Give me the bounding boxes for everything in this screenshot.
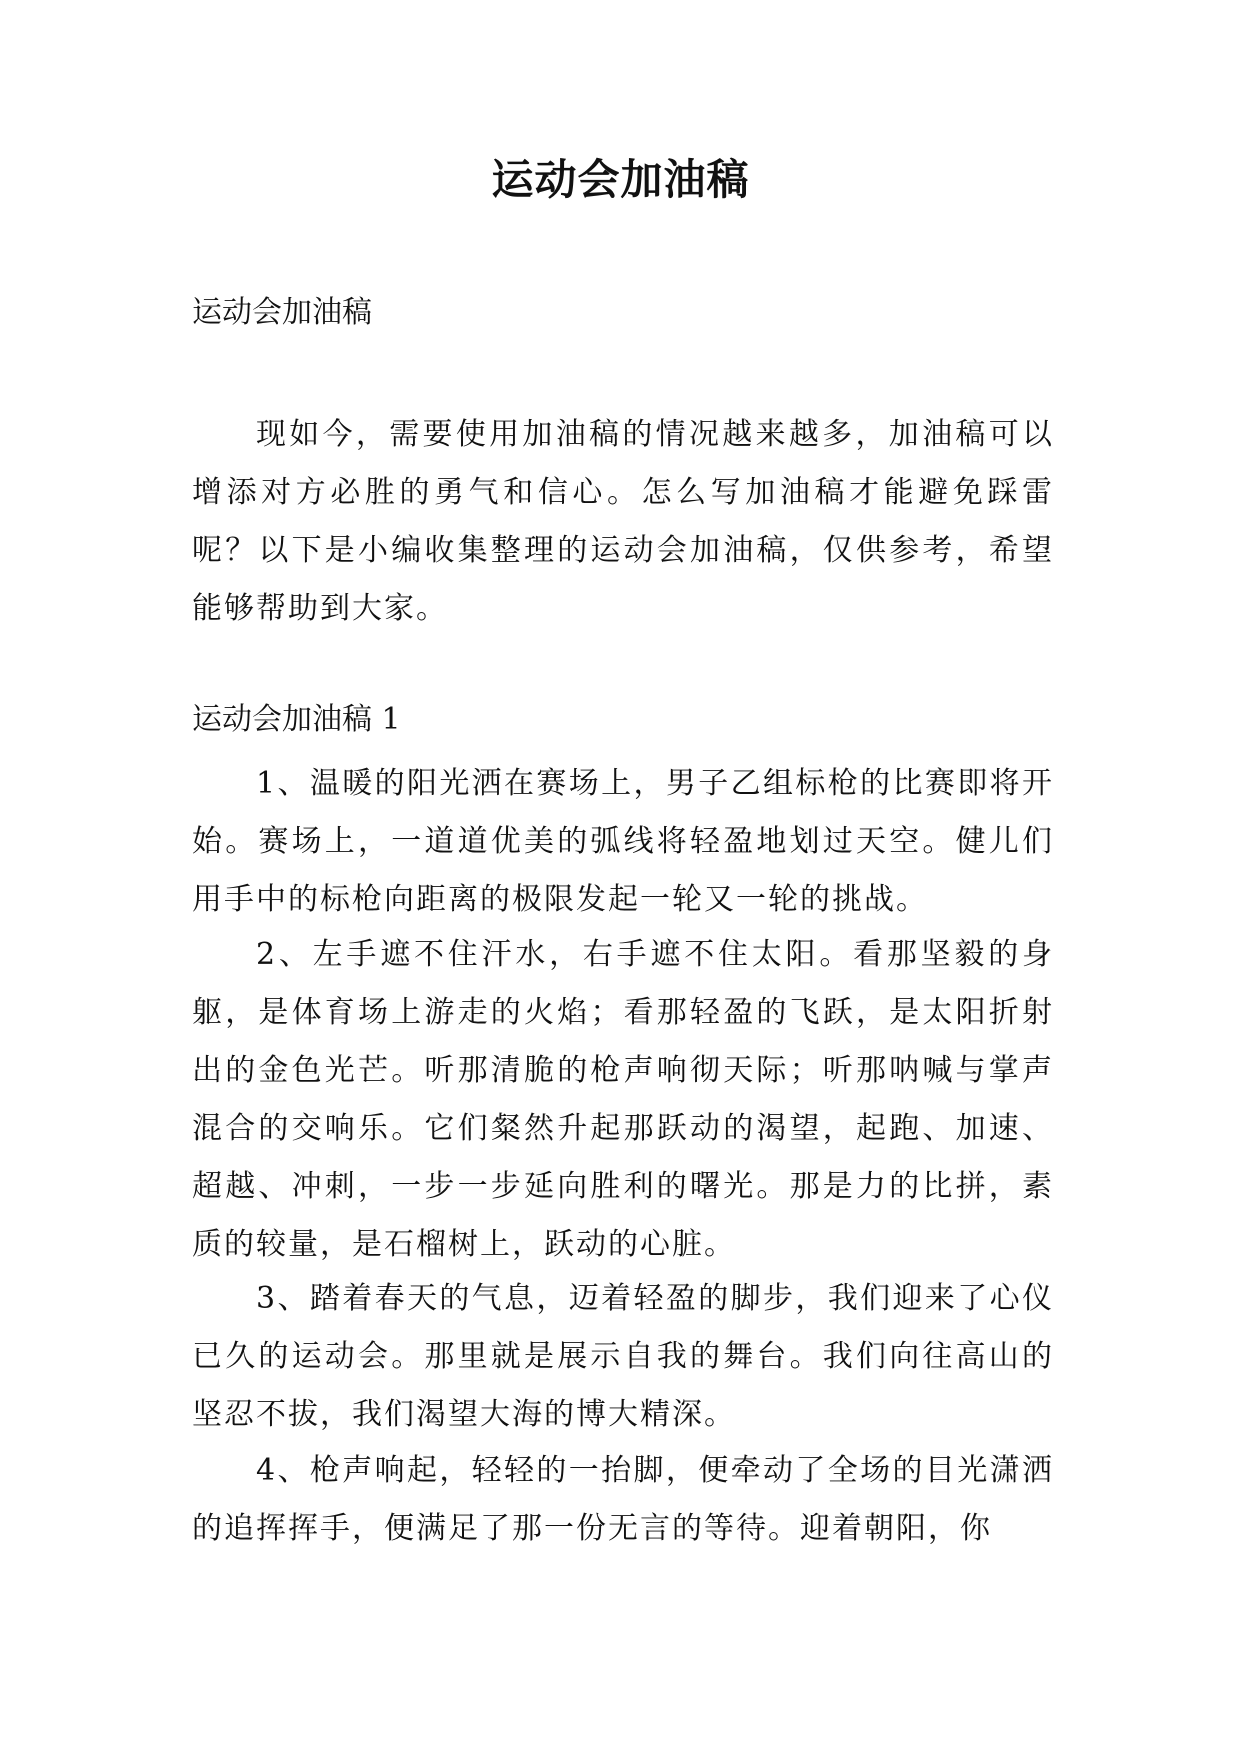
cheer-item-4: 4、枪声响起，轻轻的一抬脚，便牵动了全场的目光潇洒的追挥挥手，便满足了那一份无言的等待。迎着朝阳，你 <box>192 1453 1054 1546</box>
cheer-item-3: 3、踏着春天的气息，迈着轻盈的脚步，我们迎来了心仪已久的运动会。那里就是展示自我的舞台。我们向往高山的坚忍不拔，我们渴望大海的博大精深。 <box>192 1281 1054 1432</box>
cheer-item-1: 1、温暖的阳光洒在赛场上，男子乙组标枪的比赛即将开始。赛场上，一道道优美的弧线将轻盈地划过天空。健儿们用手中的标枪向距离的极限发起一轮又一轮的挑战。 <box>192 766 1054 917</box>
section-heading: 运动会加油稿 1 <box>192 702 401 737</box>
document-title: 运动会加油稿 <box>491 155 750 204</box>
document-subtitle: 运动会加油稿 <box>192 295 372 330</box>
cheer-item-2: 2、左手遮不住汗水，右手遮不住太阳。看那坚毅的身躯，是体育场上游走的火焰；看那轻盈的飞跃，是太阳折射出的金色光芒。听那清脆的枪声响彻天际；听那呐喊与掌声混合的交响乐。它们粲然升起那跃动的渴望，起跑、加速、超越、冲刺，一步一步延向胜利的曙光。那是力的比拼，素质的较量，是石榴树上，跃动的心脏。 <box>192 937 1054 1262</box>
intro-paragraph: 现如今，需要使用加油稿的情况越来越多，加油稿可以增添对方必胜的勇气和信心。怎么写加油稿才能避免踩雷呢？以下是小编收集整理的运动会加油稿，仅供参考，希望能够帮助到大家。 <box>192 417 1054 626</box>
